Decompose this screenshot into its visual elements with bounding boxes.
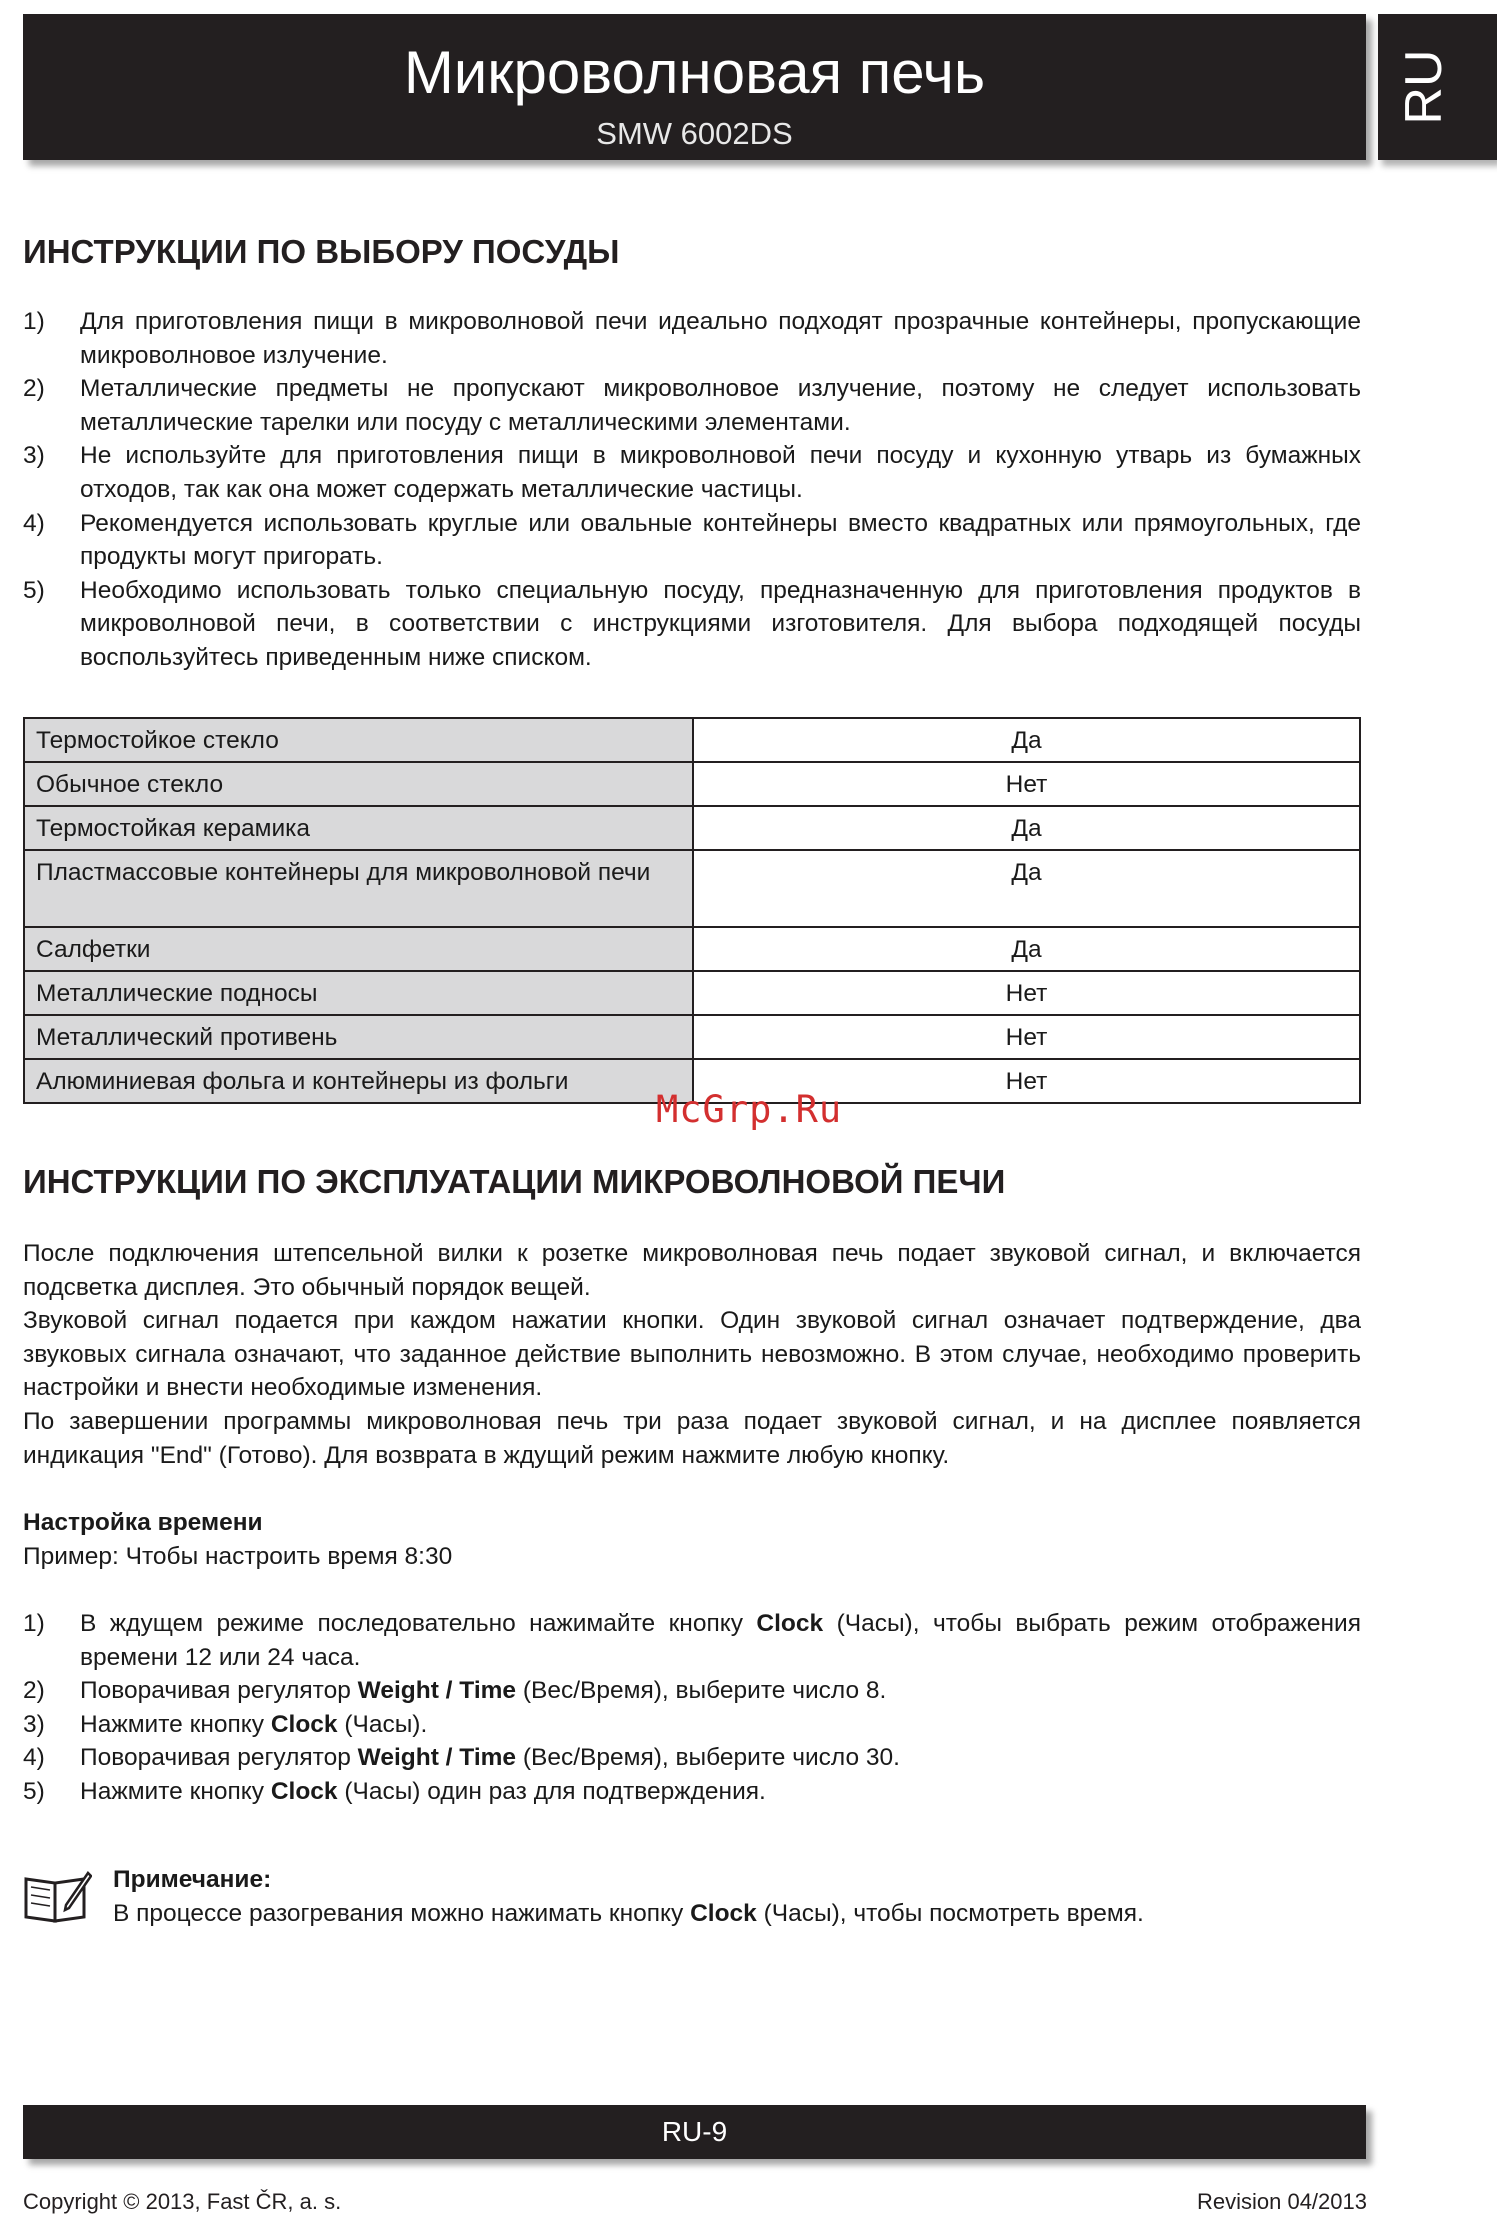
table-row xyxy=(24,1015,1360,1059)
table-row xyxy=(24,927,1360,971)
list-item: 5) Необходимо использовать только специальную посуду, предназначенную для приготовления продуктов в микроволновой печи, в соответствии с инструкциями изготовителя. Для выбора подходящей посуды воспользуйтесь приведенным ниже списком. xyxy=(23,576,1361,671)
note-block xyxy=(113,1863,1353,1930)
page-number-bar xyxy=(23,2105,1366,2159)
list-item: 4) Рекомендуется использовать круглые или овальные контейнеры вместо квадратных или прямоугольных, где продукты могут пригорать. xyxy=(23,509,1361,571)
material-cell: Металлический противень xyxy=(24,1015,693,1059)
list-item: 4) Поворачивая регулятор Weight / Time (Вес/Время), выберите число 30. xyxy=(23,1744,900,1772)
revision-text: Revision 04/2013 xyxy=(1196,2189,1367,2214)
example-text: Пример: Чтобы настроить время 8:30 xyxy=(23,1542,453,1570)
list-item: 5) Нажмите кнопку Clock (Часы) один раз для подтверждения. xyxy=(23,1777,766,1805)
material-cell: Пластмассовые контейнеры для микроволновой печи xyxy=(24,850,693,927)
page-title: Микроволновая печь xyxy=(403,39,986,106)
section-heading-operation: ИНСТРУКЦИИ ПО ЭКСПЛУАТАЦИИ МИКРОВОЛНОВОЙ ПЕЧИ xyxy=(23,1163,1006,1200)
time-setting-block xyxy=(23,1506,1361,1573)
material-cell: Обычное стекло xyxy=(24,762,693,806)
table-row xyxy=(24,718,1360,762)
table-row xyxy=(24,971,1360,1015)
list-item: 3) Не используйте для приготовления пищи в микроволновой печи посуду и кухонную утварь из бумажных отходов, так как она может содержать металлические частицы. xyxy=(23,442,1361,503)
model-number: SMW 6002DS xyxy=(596,116,793,151)
time-setting-steps xyxy=(23,1607,1361,1809)
note-text: В процессе разогревания можно нажимать кнопку Clock (Часы), чтобы посмотреть время. xyxy=(113,1899,1144,1927)
list-item: 3) Нажмите кнопку Clock (Часы). xyxy=(23,1710,428,1738)
paragraph: Звуковой сигнал подается при каждом нажатии кнопки. Один звуковой сигнал означает подтверждение, два звуковых сигнала означают, что заданное действие выполнить невозможно. В этом случае, необходимо проверить настройки и внести необходимые изменения. xyxy=(23,1307,1361,1402)
material-cell: Алюминиевая фольга и контейнеры из фольги xyxy=(24,1059,693,1103)
note-title: Примечание: xyxy=(113,1866,272,1893)
language-tab xyxy=(1378,14,1497,160)
language-label: RU xyxy=(1395,49,1453,125)
paragraph: После подключения штепсельной вилки к розетке микроволновая печь подает звуковой сигнал, и включается подсветка дисплея. Это обычный порядок вещей. xyxy=(23,1240,1361,1301)
subheading-time-setting: Настройка времени xyxy=(23,1509,263,1536)
copyright-text: Copyright © 2013, Fast ČR, a. s. xyxy=(23,2189,342,2214)
suitability-cell: Да xyxy=(693,806,1360,850)
list-item: 1) В ждущем режиме последовательно нажимайте кнопку Clock (Часы), чтобы выбрать режим отображения времени 12 или 24 часа. xyxy=(23,1610,1361,1671)
suitability-cell: Нет xyxy=(693,971,1360,1015)
section-heading-dishes: ИНСТРУКЦИИ ПО ВЫБОРУ ПОСУДЫ xyxy=(23,233,620,270)
suitability-cell: Нет xyxy=(693,1015,1360,1059)
material-cell: Металлические подносы xyxy=(24,971,693,1015)
paragraph: По завершении программы микроволновая печь три раза подает звуковой сигнал, и на дисплее появляется индикация "End" (Готово). Для возврата в ждущий режим нажмите любую кнопку. xyxy=(23,1407,1361,1469)
cookware-table xyxy=(23,717,1361,1104)
watermark-text: McGrp.Ru xyxy=(656,1088,843,1131)
material-cell: Термостойкая керамика xyxy=(24,806,693,850)
material-cell: Термостойкое стекло xyxy=(24,718,693,762)
table-row xyxy=(24,850,1360,927)
suitability-cell: Да xyxy=(693,850,1360,927)
suitability-cell: Да xyxy=(693,718,1360,762)
list-item: 2) Поворачивая регулятор Weight / Time (Вес/Время), выберите число 8. xyxy=(23,1677,887,1705)
suitability-cell: Нет xyxy=(693,1059,1360,1103)
list-item: 2) Металлические предметы не пропускают микроволновое излучение, поэтому не следует использовать металлические тарелки или посуду с металлическими элементами. xyxy=(23,375,1361,436)
table-row xyxy=(24,762,1360,806)
suitability-cell: Нет xyxy=(693,762,1360,806)
list-item: 1) Для приготовления пищи в микроволновой печи идеально подходят прозрачные контейнеры, пропускающие микроволновое излучение. xyxy=(23,308,1361,369)
book-pencil-icon xyxy=(22,1869,92,1923)
operation-paragraphs xyxy=(23,1237,1361,1472)
suitability-cell: Да xyxy=(693,927,1360,971)
page-header xyxy=(23,14,1366,160)
dishes-instructions-list xyxy=(23,305,1361,675)
material-cell: Салфетки xyxy=(24,927,693,971)
page-number: RU-9 xyxy=(661,2116,728,2147)
table-row xyxy=(24,806,1360,850)
